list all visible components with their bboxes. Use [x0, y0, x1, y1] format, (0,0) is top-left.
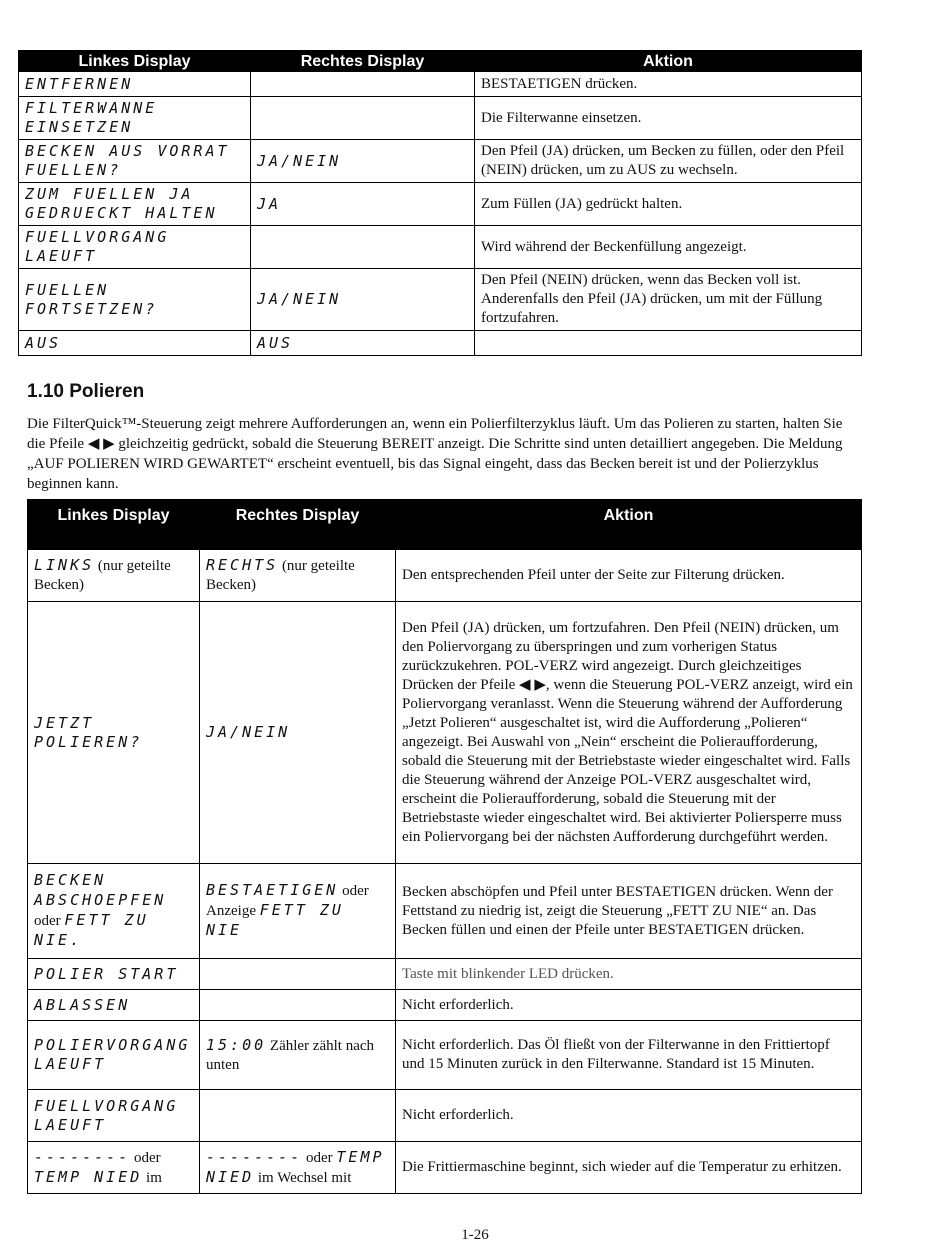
- action-cell: Den Pfeil (JA) drücken, um Becken zu füllen, oder den Pfeil (NEIN) drücken, um zu AUS zu wechseln.: [475, 140, 862, 183]
- right-display-cell: JA/NEIN: [200, 602, 396, 864]
- cell-note: Zähler zählt nach unten: [206, 1037, 375, 1073]
- table-header-row: [28, 500, 862, 550]
- left-display-cell: FUELLVORGANG LAEUFT: [28, 1090, 200, 1142]
- left-display-cell: FUELLEN FORTSETZEN?: [19, 269, 251, 331]
- action-cell: Nicht erforderlich.: [396, 990, 862, 1021]
- cell-note: oder: [130, 1149, 161, 1166]
- action-cell: Die Frittiermaschine beginnt, sich wieder auf die Temperatur zu erhitzen.: [396, 1142, 862, 1194]
- left-display-cell: [28, 550, 200, 602]
- right-display-cell: [200, 1021, 396, 1090]
- left-display-cell: FILTERWANNE EINSETZEN: [19, 97, 251, 140]
- table-row: [19, 226, 862, 269]
- table-row: [28, 1021, 862, 1090]
- action-cell: Taste mit blinkender LED drücken.: [396, 959, 862, 990]
- table-row: [28, 550, 862, 602]
- right-display-cell: [200, 1090, 396, 1142]
- right-display-cell: [251, 97, 475, 140]
- left-display-cell: POLIER START: [28, 959, 200, 990]
- right-display-cell: JA/NEIN: [251, 269, 475, 331]
- polish-table: [27, 499, 862, 1194]
- left-display-cell: AUS: [19, 331, 251, 356]
- lcd-text: LINKS: [34, 556, 95, 574]
- left-display-cell: POLIERVORGANG LAEUFT: [28, 1021, 200, 1090]
- table-row: [19, 183, 862, 226]
- lcd-text: NIED: [206, 1167, 255, 1186]
- action-cell: Den entsprechenden Pfeil unter der Seite zur Filterung drücken.: [396, 550, 862, 602]
- table-row: [19, 269, 862, 331]
- left-display-cell: ENTFERNEN: [19, 72, 251, 97]
- action-cell: [475, 331, 862, 356]
- right-display-cell: [251, 226, 475, 269]
- cell-note: oder: [34, 913, 65, 929]
- action-cell: Die Filterwanne einsetzen.: [475, 97, 862, 140]
- table-row: [19, 72, 862, 97]
- header-right-display: Rechtes Display: [251, 51, 475, 72]
- action-cell: Wird während der Beckenfüllung angezeigt.: [475, 226, 862, 269]
- right-display-cell: [200, 550, 396, 602]
- cell-note: (nur geteilte Becken): [34, 558, 171, 593]
- left-display-cell: ZUM FUELLEN JA GEDRUECKT HALTEN: [19, 183, 251, 226]
- page-number: 1-26: [461, 1227, 489, 1243]
- right-display-cell: [200, 959, 396, 990]
- table-row: [28, 1142, 862, 1194]
- cell-note: im Wechsel mit: [254, 1169, 352, 1186]
- table-row: [19, 331, 862, 356]
- action-cell: Den Pfeil (NEIN) drücken, wenn das Becken voll ist. Anderenfalls den Pfeil (JA) drücken, um mit der Füllung fortzufahren.: [475, 269, 862, 331]
- lcd-text: TEMP NIED: [34, 1167, 143, 1186]
- table-header-row: [19, 51, 862, 72]
- left-display-cell: ABLASSEN: [28, 990, 200, 1021]
- lcd-text: BECKEN ABSCHOEPFEN: [34, 871, 167, 909]
- lcd-text: BESTAETIGEN: [206, 881, 339, 899]
- header-left-display: Linkes Display: [19, 51, 251, 72]
- lcd-text: TEMP: [336, 1147, 385, 1166]
- lcd-text: --------: [34, 1147, 131, 1166]
- lcd-text: RECHTS: [206, 556, 279, 574]
- cell-note: oder: [302, 1149, 337, 1166]
- action-cell: Nicht erforderlich.: [396, 1090, 862, 1142]
- right-display-cell: AUS: [251, 331, 475, 356]
- lcd-text: --------: [206, 1147, 303, 1166]
- action-cell: Den Pfeil (JA) drücken, um fortzufahren. Den Pfeil (NEIN) drücken, um den Poliervorgang zu überspringen und zum vorherigen Status zurückzukehren. POL-VERZ wird angezeigt. Durch gleichzeitiges Drücken der Pfeile ◀ ▶, wenn die Steuerung POL-VERZ anzeigt, wird ein Poliervorgang veranlasst. Wenn die Steuerung während der Aufforderung „Jetzt Polieren“ ausgeschaltet ist, wird die Aufforderung „Polieren“ angezeigt. Bei Auswahl von „Nein“ erscheint die Polieraufforderung, sobald die Steuerung mit der Betriebstaste wieder eingeschaltet wird. Falls die Steuerung während der Anzeige POL-VERZ ausgeschaltet wird, erscheint die Polieraufforderung, sobald die Steuerung mit der Betriebstaste wieder eingeschaltet wird. Bei aktivierter Poliersperre muss ein Poliervorgang bei der nächsten Aufforderung durchgeführt werden.: [396, 602, 862, 864]
- left-display-cell: BECKEN AUS VORRAT FUELLEN?: [19, 140, 251, 183]
- action-cell: Nicht erforderlich. Das Öl fließt von der Filterwanne in den Frittiertopf und 15 Minuten zurück in den Filterwanne. Standard ist 15 Minuten.: [396, 1021, 862, 1090]
- cell-note: im: [142, 1169, 162, 1186]
- table-row: [28, 990, 862, 1021]
- lcd-text: FETT ZU NIE.: [34, 911, 149, 949]
- section-intro: Die FilterQuick™-Steuerung zeigt mehrere Aufforderungen an, wenn ein Polierfilterzyklus läuft. Um das Polieren zu starten, halten Sie die Pfeile ◀ ▶ gleichzeitig gedrückt, sobald die Steuerung BEREIT anzeigt. Die Schritte sind unten detailliert angegeben. Die Meldung „AUF POLIEREN WIRD GEWARTET“ erscheint eventuell, bis das Signal eingeht, dass das Becken bereit ist und der Polierzyklus beginnen kann.: [27, 416, 843, 492]
- table-row: [19, 140, 862, 183]
- lcd-text: 15:00: [206, 1035, 267, 1054]
- header-action: Aktion: [396, 500, 862, 550]
- action-cell: BESTAETIGEN drücken.: [475, 72, 862, 97]
- table-row: [28, 864, 862, 959]
- left-display-cell: [28, 1142, 200, 1194]
- left-display-cell: JETZT POLIEREN?: [28, 602, 200, 864]
- section-heading: 1.10 Polieren: [27, 381, 145, 402]
- action-cell: Becken abschöpfen und Pfeil unter BESTAETIGEN drücken. Wenn der Fettstand zu niedrig ist, zeigt die Steuerung „FETT ZU NIE“ an. Das Becken füllen und einen der Pfeile unter BESTAETIGEN drücken.: [396, 864, 862, 959]
- table-row: [28, 1090, 862, 1142]
- cell-note: oder Anzeige: [206, 883, 369, 919]
- right-display-cell: [200, 990, 396, 1021]
- header-action: Aktion: [475, 51, 862, 72]
- table-row: [28, 602, 862, 864]
- cell-note: (nur geteilte Becken): [206, 558, 355, 593]
- right-display-cell: [200, 1142, 396, 1194]
- fill-table: [18, 50, 862, 356]
- left-display-cell: FUELLVORGANG LAEUFT: [19, 226, 251, 269]
- header-right-display: Rechtes Display: [200, 500, 396, 550]
- right-display-cell: JA/NEIN: [251, 140, 475, 183]
- table-row: [19, 97, 862, 140]
- right-display-cell: JA: [251, 183, 475, 226]
- header-left-display: Linkes Display: [28, 500, 200, 550]
- right-display-cell: [251, 72, 475, 97]
- action-cell: Zum Füllen (JA) gedrückt halten.: [475, 183, 862, 226]
- right-display-cell: [200, 864, 396, 959]
- left-display-cell: [28, 864, 200, 959]
- table-row: [28, 959, 862, 990]
- lcd-text: FETT ZU NIE: [206, 901, 344, 939]
